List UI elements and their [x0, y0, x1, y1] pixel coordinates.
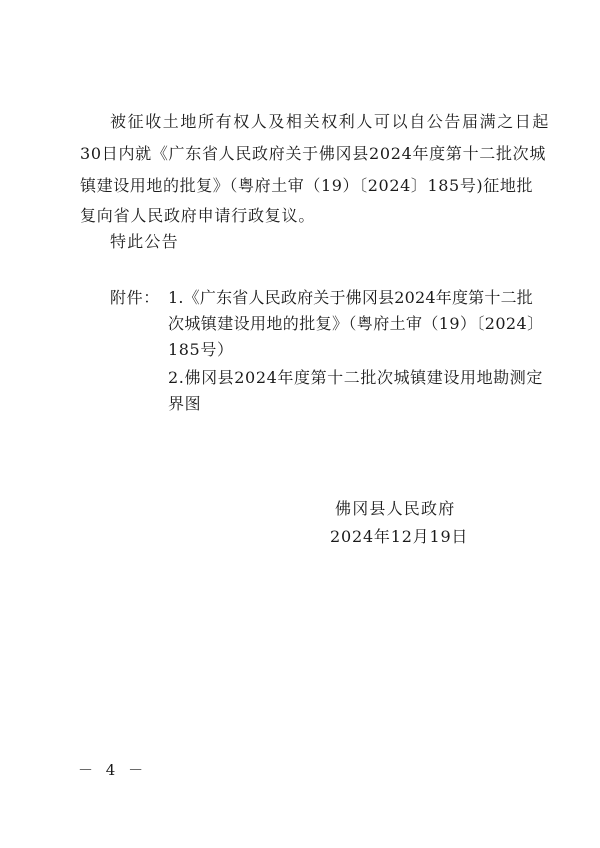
page-number: － 4 － [78, 761, 148, 779]
attachment-1-line-2: 次城镇建设用地的批复》（粤府土审（19）〔2024〕 [168, 314, 544, 333]
attachments-label: 附件： [110, 288, 160, 307]
paragraph-line-4: 复向省人民政府申请行政复议。 [80, 206, 316, 225]
attachment-1-line-1: 1.《广东省人民政府关于佛冈县2024年度第十二批 [168, 288, 533, 307]
paragraph-line-2: 30日内就《广东省人民政府关于佛冈县2024年度第十二批次城 [80, 144, 547, 163]
attachment-2-line-2: 界图 [168, 394, 202, 413]
paragraph-line-1: 被征收土地所有权人及相关权利人可以自公告届满之日起 [110, 112, 551, 131]
special-notice: 特此公告 [110, 232, 179, 251]
paragraph-line-3: 镇建设用地的批复》（粤府土审（19）〔2024〕185号)征地批 [80, 176, 534, 195]
attachment-2-line-1: 2.佛冈县2024年度第十二批次城镇建设用地勘测定 [168, 368, 543, 387]
issuer-name: 佛冈县人民政府 [335, 499, 456, 518]
attachment-1-line-3: 185号） [168, 340, 234, 359]
issue-date: 2024年12月19日 [330, 527, 469, 546]
